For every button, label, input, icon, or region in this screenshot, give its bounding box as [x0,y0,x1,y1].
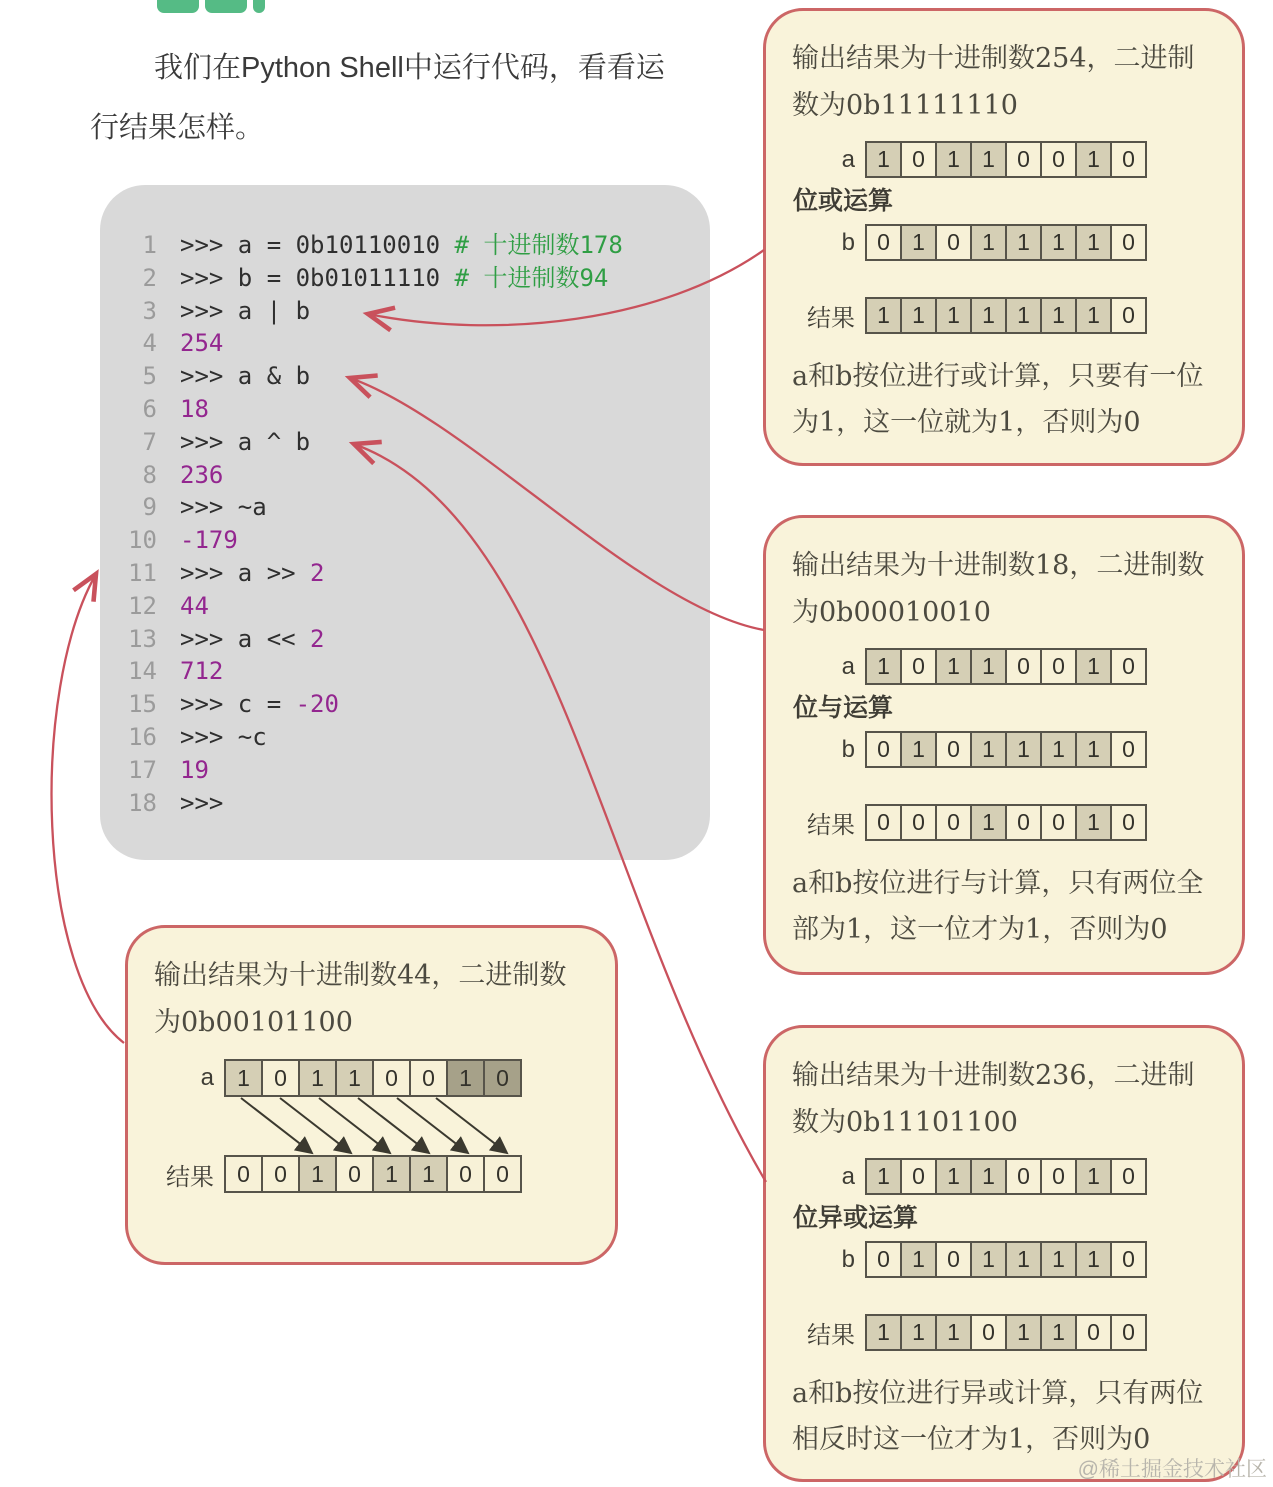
line-number: 15 [128,690,157,719]
bit-cell: 1 [1040,224,1077,261]
bit-cell: 1 [1075,648,1112,685]
bit-row-a [154,1059,589,1097]
code-line [100,262,710,295]
callout-note-line1: a和b按位进行与计算，只有两位全 [792,868,1204,899]
bit-cell: 0 [1005,1158,1042,1195]
bit-cell: 0 [335,1155,374,1193]
code-segment: >>> [180,788,224,817]
bit-row-label: b [841,228,855,256]
code-lines [100,185,710,819]
callout-title-line2: 数为0b11101100 [792,1107,1018,1138]
bit-row-result [792,804,1216,841]
bit-cells [865,297,1147,334]
bit-cell: 0 [261,1155,300,1193]
code-segment: 44 [180,591,209,620]
code-segment: # 十进制数94 [454,263,609,292]
bit-row-label: a [200,1064,214,1091]
bit-cell: 0 [1040,804,1077,841]
bit-cell: 0 [1110,297,1147,334]
bit-cells [224,1059,522,1097]
code-line [100,590,710,623]
bit-cell: 1 [335,1059,374,1097]
shift-arrow [280,1098,351,1153]
bit-row-a [792,1158,1216,1195]
bit-cells [865,648,1147,685]
bit-cell: 1 [1040,297,1077,334]
bit-row-label: 结果 [807,305,855,332]
shift-arrow [241,1098,312,1153]
bit-cell: 1 [935,141,972,178]
bit-cell: 1 [970,224,1007,261]
callout-title-line1: 输出结果为十进制数44，二进制数 [154,960,567,991]
bit-row-b [792,1241,1216,1278]
code-segment: 2 [310,558,325,587]
intro-line1: 我们在Python Shell中运行代码，看看运 [154,52,665,84]
bit-cell: 1 [970,648,1007,685]
callout-bitwise-and [763,515,1245,975]
bit-cell: 0 [261,1059,300,1097]
bit-cell: 0 [446,1155,485,1193]
code-segment: >>> a & b [180,362,311,391]
callout-right-shift [125,925,618,1265]
bit-row-result [154,1155,589,1193]
callout-title [154,952,589,1046]
bit-row-result [792,1314,1216,1351]
bit-cell: 0 [900,141,937,178]
callout-title-line1: 输出结果为十进制数236，二进制 [792,1060,1195,1091]
bit-cell: 0 [1040,1158,1077,1195]
shift-arrow [358,1098,429,1153]
bit-cell: 1 [970,804,1007,841]
bit-cell: 0 [1040,141,1077,178]
code-segment: >>> ~a [180,493,267,522]
code-segment: >>> a >> [180,558,311,587]
bit-cell: 0 [900,804,937,841]
callout-title-line1: 输出结果为十进制数18，二进制数 [792,550,1205,581]
operation-label: 位与运算 [793,694,894,722]
bit-cell: 1 [1075,804,1112,841]
bit-cell: 1 [1005,731,1042,768]
callout-title [792,542,1216,636]
bit-cell: 0 [1005,648,1042,685]
bit-cell: 0 [1110,731,1147,768]
line-number: 8 [142,460,157,489]
bit-row-result [792,297,1216,334]
bit-cell: 0 [1110,804,1147,841]
bit-cell: 1 [900,731,937,768]
line-number: 12 [128,591,157,620]
bit-row-label: b [841,1245,855,1273]
line-number: 17 [128,755,157,784]
line-number: 11 [128,558,157,587]
code-segment: -20 [295,690,339,719]
code-line [100,229,710,262]
green-blob [205,0,247,13]
bit-cell: 0 [372,1059,411,1097]
bit-cell: 1 [935,1158,972,1195]
code-line [100,557,710,590]
green-blob [157,0,199,13]
bit-row-label: a [841,145,855,173]
code-segment: >>> a = 0b10110010 [180,231,455,259]
bit-row-label: 结果 [166,1163,214,1191]
code-line [100,623,710,656]
shift-arrow [319,1098,390,1153]
line-number: 6 [142,394,157,423]
line-number: 14 [128,657,157,686]
callout-title-line2: 为0b00010010 [792,597,991,628]
code-line [100,459,710,492]
operation-label: 位异或运算 [793,1204,919,1232]
bit-cell: 1 [1075,1241,1112,1278]
bit-cell: 0 [224,1155,263,1193]
bit-row-b [792,731,1216,768]
line-number: 1 [142,231,157,259]
bit-cell: 1 [1005,224,1042,261]
callout-title [792,1052,1216,1146]
bit-cell: 1 [970,1241,1007,1278]
bit-cell: 1 [1075,731,1112,768]
callout-note [792,1371,1216,1463]
bit-cell: 1 [1075,1158,1112,1195]
bit-row-b [792,224,1216,261]
bit-cell: 1 [372,1155,411,1193]
python-shell-code-block [100,185,710,860]
bit-cell: 1 [865,297,902,334]
bit-cell: 0 [1040,648,1077,685]
line-number: 2 [142,263,157,292]
code-line [100,393,710,426]
code-line [100,787,710,820]
code-segment: >>> a << [180,624,311,653]
bit-cell: 1 [1040,1241,1077,1278]
callout-note-line2: 部为1，这一位才为1，否则为0 [792,914,1168,945]
bit-cell: 0 [483,1059,522,1097]
line-number: 18 [128,788,157,817]
line-number: 13 [128,624,157,653]
line-number: 3 [142,296,157,325]
callout-bitwise-xor [763,1025,1245,1482]
callout-note [792,354,1216,446]
bit-cell: 0 [935,224,972,261]
bit-cell: 1 [1040,731,1077,768]
bit-cells [865,224,1147,261]
line-number: 7 [142,427,157,456]
bit-cell: 0 [935,804,972,841]
code-segment: -179 [180,526,238,555]
bit-cell: 1 [1075,297,1112,334]
bit-cell: 1 [865,648,902,685]
callout-bitwise-or [763,8,1245,466]
callout-note-line2: 相反时这一位才为1，否则为0 [792,1424,1151,1455]
green-blob [253,0,265,13]
code-segment: >>> a ^ b [180,427,311,456]
bit-cell: 1 [1040,1314,1077,1351]
bit-cell: 1 [1005,297,1042,334]
code-segment: >>> a | b [180,296,311,325]
bit-cell: 0 [935,1241,972,1278]
bit-cell: 1 [900,297,937,334]
bit-cell: 0 [1110,141,1147,178]
code-line [100,491,710,524]
callout-note [792,861,1216,953]
bit-cell: 0 [1110,1241,1147,1278]
bit-cell: 1 [865,141,902,178]
bit-cell: 1 [970,141,1007,178]
bit-cell: 1 [935,648,972,685]
bit-cells [865,1314,1147,1351]
bit-cell: 1 [900,224,937,261]
line-number: 4 [142,329,157,358]
bit-cell: 0 [970,1314,1007,1351]
bit-cell: 1 [935,1314,972,1351]
code-line [100,524,710,557]
line-number: 5 [142,362,157,391]
callout-note-line2: 为1，这一位就为1，否则为0 [792,407,1141,438]
code-line [100,360,710,393]
bit-cell: 0 [900,1158,937,1195]
bit-cells [865,141,1147,178]
bit-cell: 1 [224,1059,263,1097]
intro-paragraph [90,38,690,158]
bit-cell: 1 [900,1241,937,1278]
bit-cell: 0 [1005,804,1042,841]
code-segment: >>> b = 0b01011110 [180,263,455,292]
code-segment: 254 [180,329,224,358]
code-segment: 712 [180,657,224,686]
intro-line2: 行结果怎样。 [90,112,265,144]
line-number: 16 [128,722,157,751]
bit-row-label: a [841,1162,855,1190]
green-text-fragment-icon [157,0,271,14]
bit-row-a [792,141,1216,178]
bit-cell: 1 [970,731,1007,768]
callout-title [792,35,1216,129]
bit-cell: 0 [1075,1314,1112,1351]
bit-row-a [792,648,1216,685]
bit-cells [865,804,1147,841]
bit-cells [224,1155,522,1193]
code-segment: 18 [180,394,209,423]
bit-cell: 0 [865,1241,902,1278]
callout-note-line1: a和b按位进行异或计算，只有两位 [792,1378,1204,1409]
bit-cell: 0 [409,1059,448,1097]
bit-cell: 1 [446,1059,485,1097]
line-number: 10 [128,526,157,555]
callout-note-line1: a和b按位进行或计算，只要有一位 [792,361,1204,392]
bit-cell: 0 [865,731,902,768]
bit-row-label: 结果 [807,1322,855,1349]
bit-cell: 0 [1110,1158,1147,1195]
code-line [100,327,710,360]
code-segment: 19 [180,755,209,784]
bit-cell: 0 [483,1155,522,1193]
bit-cell: 1 [935,297,972,334]
bit-cell: 0 [865,224,902,261]
bit-row-label: 结果 [807,812,855,839]
bit-cell: 1 [409,1155,448,1193]
shift-arrow [436,1098,507,1153]
shift-arrow [397,1098,468,1153]
code-segment: 2 [310,624,325,653]
bit-row-label: a [841,652,855,680]
bit-cell: 1 [1075,224,1112,261]
bit-cell: 0 [1110,1314,1147,1351]
bit-cell: 1 [865,1314,902,1351]
bit-cell: 1 [298,1155,337,1193]
bit-cell: 0 [935,731,972,768]
code-line [100,295,710,328]
bit-cell: 0 [900,648,937,685]
callout-title-line2: 数为0b11111110 [792,90,1018,121]
bit-cell: 1 [865,1158,902,1195]
watermark: @稀土掘金技术社区 [1077,1458,1267,1481]
code-line [100,688,710,721]
bit-cell: 1 [1005,1314,1042,1351]
bit-cells [865,731,1147,768]
code-line [100,721,710,754]
bit-cell: 1 [1005,1241,1042,1278]
code-line [100,754,710,787]
bit-cell: 0 [1110,224,1147,261]
code-line [100,655,710,688]
bit-cell: 0 [1110,648,1147,685]
operation-label: 位或运算 [793,187,894,215]
code-segment: >>> c = [180,690,296,719]
code-segment: 236 [180,460,224,489]
bit-cell: 0 [865,804,902,841]
bit-cell: 1 [900,1314,937,1351]
bit-cell: 0 [1005,141,1042,178]
line-number: 9 [142,493,157,522]
callout-title-line1: 输出结果为十进制数254，二进制 [792,43,1195,74]
callout-title-line2: 为0b00101100 [154,1007,353,1038]
bit-cell: 1 [970,1158,1007,1195]
code-line [100,426,710,459]
bit-cell: 1 [1075,141,1112,178]
bit-cell: 1 [298,1059,337,1097]
bit-cell: 1 [970,297,1007,334]
bit-cells [865,1241,1147,1278]
code-segment: >>> ~c [180,722,267,751]
bit-row-label: b [841,735,855,763]
bit-cells [865,1158,1147,1195]
code-segment: # 十进制数178 [454,231,623,259]
